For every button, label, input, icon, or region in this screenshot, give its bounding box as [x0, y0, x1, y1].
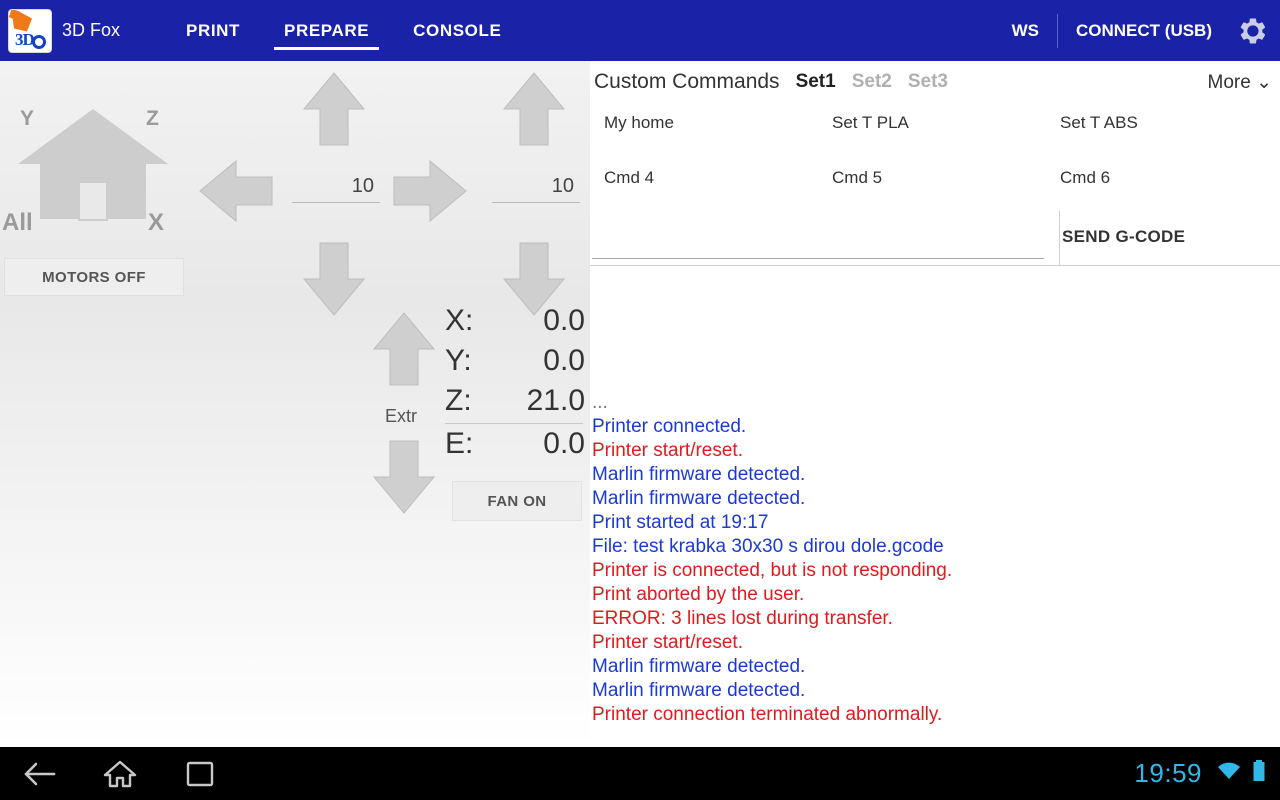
log-line: ... [592, 392, 608, 413]
log-line: File: test krabka 30x30 s dirou dole.gcode [592, 536, 944, 557]
log-line: Print aborted by the user. [592, 584, 805, 605]
custom-commands-title: Custom Commands [594, 70, 780, 93]
tab-print[interactable]: PRINT [186, 20, 241, 40]
main-content [0, 61, 1280, 747]
coord-row-z [445, 381, 585, 421]
coord-label-y: Y: [445, 344, 472, 377]
coord-row-x [445, 301, 585, 341]
app-logo-icon [8, 9, 52, 53]
commands-console-panel [590, 61, 1280, 747]
custom-command-4[interactable]: Cmd 4 [604, 168, 655, 187]
android-navigation-bar [0, 747, 1280, 800]
coord-label-x: X: [445, 304, 474, 337]
log-line: Marlin firmware detected. [592, 464, 806, 485]
xy-step-input[interactable]: 10 [292, 169, 380, 203]
status-clock: 19:59 [1134, 758, 1202, 788]
axis-label-z: Z [146, 107, 159, 130]
more-menu-button[interactable] [1208, 71, 1273, 94]
motors-off-button[interactable]: MOTORS OFF [4, 258, 184, 296]
custom-command-grid [590, 103, 1280, 223]
wifi-icon [1216, 761, 1242, 786]
coord-row-e [445, 424, 585, 464]
jog-panel [0, 61, 590, 747]
z-step-input[interactable]: 10 [492, 169, 580, 203]
send-gcode-button[interactable]: SEND G-CODE [1062, 227, 1186, 246]
fox-head-shape [12, 12, 32, 32]
app-title: 3D Fox [62, 20, 121, 40]
log-line: Marlin firmware detected. [592, 680, 806, 701]
back-arrow-icon[interactable] [0, 747, 80, 800]
coord-value-e: 0.0 [543, 427, 585, 460]
extruder-retract-icon[interactable] [372, 439, 436, 515]
axis-label-x: X [148, 209, 165, 236]
app-logo-wrap [0, 9, 120, 53]
home-icon[interactable] [80, 747, 160, 800]
jog-y-plus-icon[interactable] [302, 71, 366, 147]
top-bar-right [994, 0, 1280, 61]
coord-value-z: 21.0 [526, 384, 585, 417]
gear-icon[interactable] [1236, 14, 1270, 48]
tab-console[interactable]: CONSOLE [413, 20, 502, 40]
custom-commands-header [590, 61, 1280, 103]
jog-x-minus-icon[interactable] [198, 159, 274, 223]
log-line: Print started at 19:17 [592, 512, 769, 533]
custom-command-2[interactable]: Set T PLA [832, 113, 909, 132]
ws-button[interactable]: WS [1011, 20, 1039, 40]
log-line: Marlin firmware detected. [592, 488, 806, 509]
custom-command-6[interactable]: Cmd 6 [1060, 168, 1111, 187]
nav-tabs [164, 0, 523, 61]
jog-y-minus-icon[interactable] [302, 241, 366, 317]
home-roof-shape [18, 109, 168, 164]
log-line: Printer connected. [592, 416, 747, 437]
battery-icon [1252, 759, 1266, 788]
status-icons [1134, 758, 1280, 789]
fan-on-button[interactable]: FAN ON [452, 481, 582, 521]
command-set-1[interactable]: Set1 [795, 71, 836, 92]
coord-row-y [445, 341, 585, 381]
jog-z-plus-icon[interactable] [502, 71, 566, 147]
log-line: Marlin firmware detected. [592, 656, 806, 677]
coord-label-e: E: [445, 427, 474, 460]
coord-label-z: Z: [445, 384, 472, 417]
extruder-extrude-icon[interactable] [372, 311, 436, 387]
tab-prepare[interactable]: PREPARE [262, 0, 391, 61]
connect-button[interactable]: CONNECT (USB) [1076, 20, 1212, 40]
axis-label-y: Y [20, 107, 35, 130]
more-label: More [1207, 71, 1251, 93]
top-app-bar [0, 0, 1280, 61]
chevron-down-icon: ⌄ [1256, 71, 1272, 93]
logo-text: 3D [15, 29, 34, 49]
log-line: Printer connection terminated abnormally. [592, 704, 943, 725]
custom-command-5[interactable]: Cmd 5 [832, 168, 883, 187]
log-line: Printer is connected, but is not responding. [592, 560, 953, 581]
command-set-2[interactable]: Set2 [851, 71, 892, 92]
logo-circle-shape [32, 35, 46, 49]
home-door-shape [78, 181, 108, 221]
coord-value-x: 0.0 [543, 304, 585, 337]
log-line: ERROR: 3 lines lost during transfer. [592, 608, 893, 629]
axis-label-all: All [2, 209, 33, 236]
extruder-label: Extr [385, 406, 418, 426]
recents-icon[interactable] [160, 747, 240, 800]
gcode-input[interactable] [592, 223, 1044, 259]
home-all-button[interactable] [0, 81, 180, 261]
console-log[interactable] [592, 391, 1280, 747]
log-line: Printer start/reset. [592, 632, 743, 653]
home-icon [18, 109, 168, 219]
coordinates-readout [445, 301, 585, 464]
custom-command-3[interactable]: Set T ABS [1060, 113, 1138, 132]
custom-command-1[interactable]: My home [604, 113, 674, 132]
log-line: Printer start/reset. [592, 440, 743, 461]
command-set-3[interactable]: Set3 [907, 71, 948, 92]
commands-console-divider [590, 265, 1280, 266]
jog-x-plus-icon[interactable] [392, 159, 468, 223]
coord-value-y: 0.0 [543, 344, 585, 377]
